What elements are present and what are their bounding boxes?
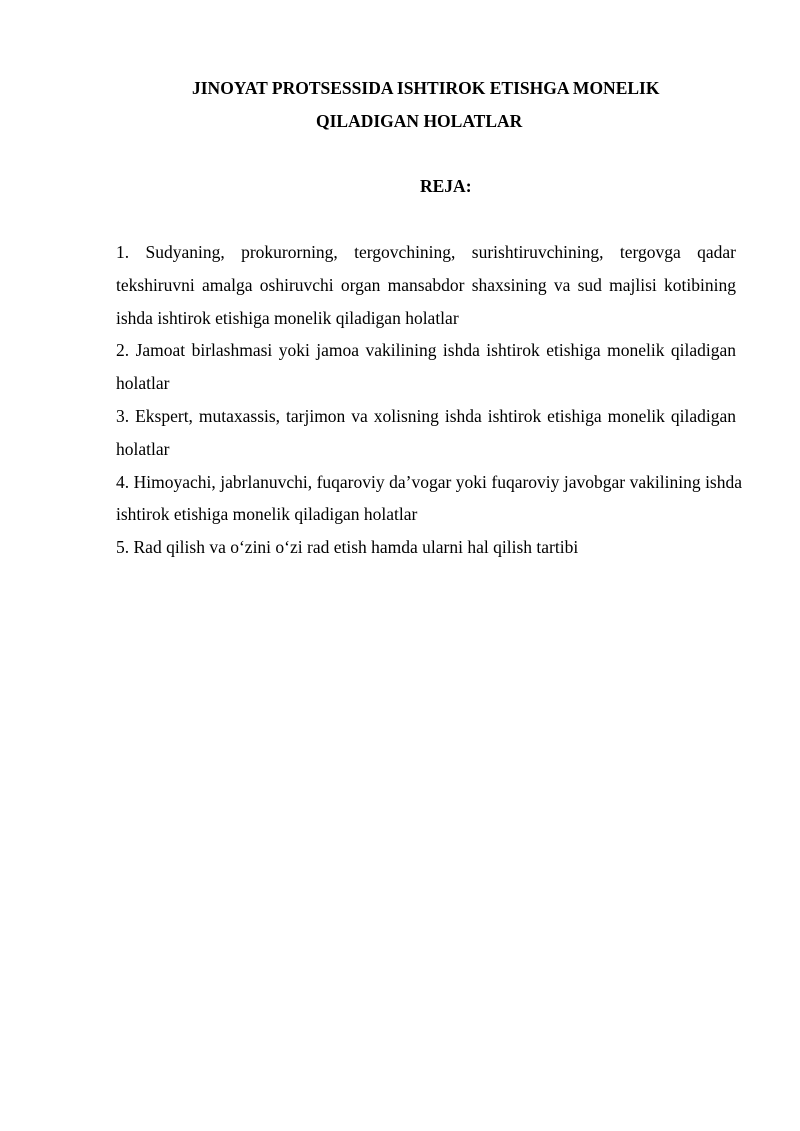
- document-title-line-2: QILADIGAN HOLATLAR: [316, 111, 523, 131]
- plan-item: [116, 334, 736, 400]
- plan-heading: REJA:: [420, 176, 472, 196]
- plan-item: [116, 400, 736, 466]
- plan-item-text: Ekspert, mutaxassis, tarjimon va xolisning ishda ishtirok etishiga monelik qiladigan holatlar: [116, 405, 736, 459]
- plan-item-text: Jamoat birlashmasi yoki jamoa vakilining ishda ishtirok etishiga monelik qiladigan holatlar: [116, 340, 737, 394]
- plan-list: [116, 236, 743, 564]
- plan-item-number: 5.: [116, 537, 130, 558]
- plan-item-number: 1.: [116, 242, 130, 262]
- plan-item-text: Himoyachi, jabrlanuvchi, fuqaroviy da’vogar yoki fuqaroviy javobgar vakilining ishda ishtirok etishiga monelik qiladigan holatlar: [116, 471, 743, 525]
- plan-item: [116, 466, 742, 532]
- document-title-line-1: JINOYAT PROTSESSIDA ISHTIROK ETISHGA MONELIK: [192, 78, 660, 98]
- plan-item-text: Sudyaning, prokurorning, tergovchining, surishtiruvchining, tergovga qadar tekshiruvni amalga oshiruvchi organ mansabdor shaxsining va sud majlisi kotibining ishda ishtirok etishiga monelik qiladigan holatlar: [116, 242, 736, 328]
- plan-item-text: Rad qilish va o‘zini o‘zi rad etish hamda ularni hal qilish tartibi: [133, 537, 579, 558]
- plan-item-number: 3.: [116, 405, 130, 426]
- plan-item-number: 4.: [116, 471, 130, 492]
- plan-item: [116, 531, 736, 564]
- plan-item-number: 2.: [116, 340, 130, 361]
- plan-item: [116, 236, 736, 334]
